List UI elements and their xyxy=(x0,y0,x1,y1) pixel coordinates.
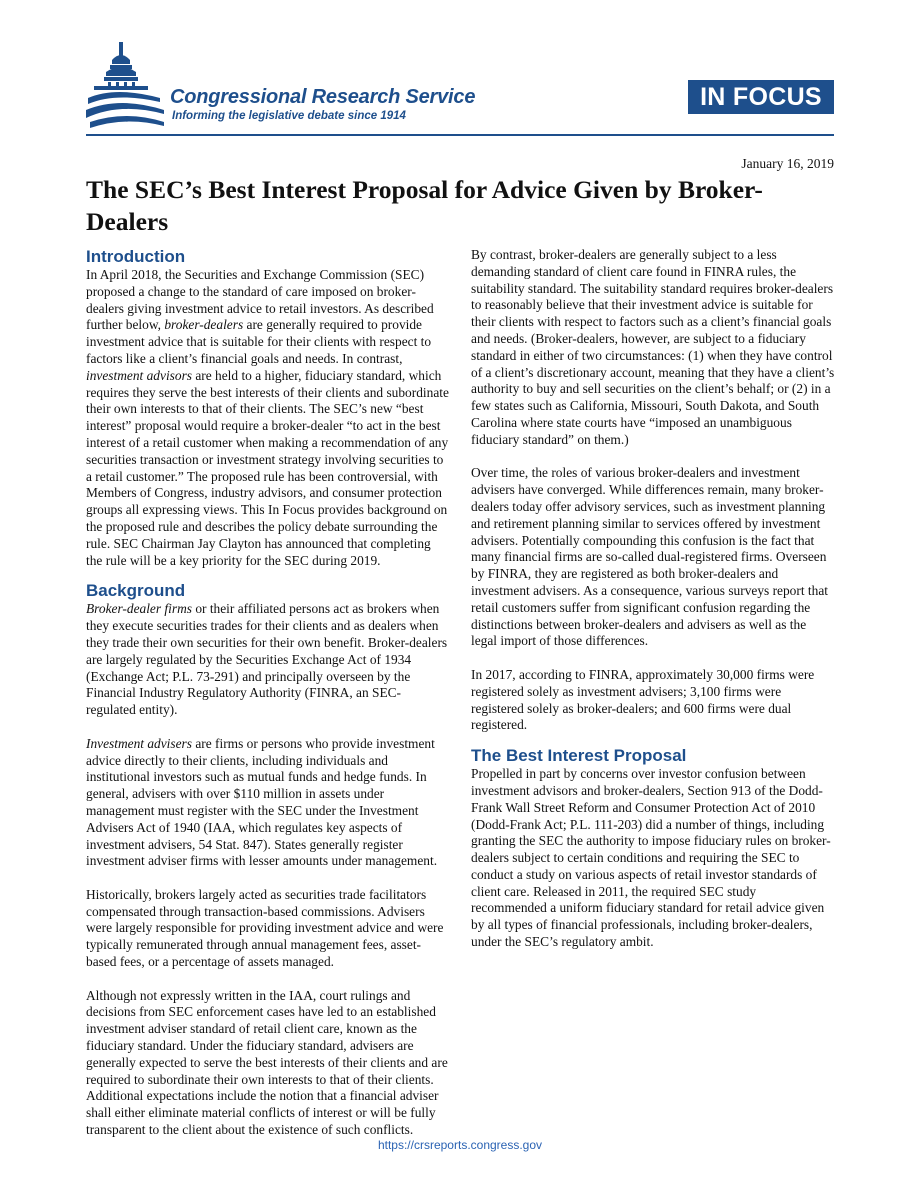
background-paragraph-7: In 2017, according to FINRA, approximately 30,000 firms were registered solely as investment advisers; 3,100 firms were registered solely as broker-dealers; and 600 firms were dual registered. xyxy=(471,666,815,733)
document-title: The SEC’s Best Interest Proposal for Advice Given by Broker-Dealers xyxy=(86,175,763,236)
heading-background: Background xyxy=(86,581,186,601)
intro-paragraph: In April 2018, the Securities and Exchange Commission (SEC) proposed a change to the standard of care imposed on broker-dealers giving investment advice to retail investors. As described further below, broker-dealers are generally required to provide investment advice that is suitable for their clients with respect to factors like a client’s financial goals and needs. In contrast, investment advisors are held to a higher, fiduciary standard, which requires they serve the best interests of their clients and subordinate their own interests to that of their clients. The SEC’s new “best interest” proposal would require a broker-dealer “to act in the best interest of a retail customer when making a recommendation of any securities transaction or investment strategy involving securities to a retail customer.” The proposed rule has been controversial, with Members of Congress, industry advisors, and consumer protection groups all expressing views. This In Focus provides background on the proposed rule and describes the policy debate surrounding the rule. SEC Chairman Jay Clayton has announced that completing the rule will be a key priority for the SEC during 2019. xyxy=(86,267,449,568)
background-paragraph-2: Investment advisers are firms or persons who provide investment advice directly to their clients, including individuals and institutional investors such as mutual funds and hedge funds. In general, advisers with over $110 million in assets under management must register with the SEC under the Investment Advisers Act of 1940 (IAA, which regulates key aspects of investment advisers, 54 Stat. 847). States generally register investment adviser firms with lesser amounts under management. xyxy=(86,735,438,869)
footer-url[interactable]: https://crsreports.congress.gov xyxy=(377,1138,543,1152)
org-tagline: Informing the legislative debate since 1914 xyxy=(172,110,406,122)
background-paragraph-6: Over time, the roles of various broker-dealers and investment advisers have converged. While differences remain, many broker-dealers today offer advisory services, such as investment planning and retirement planning similar to services offered by investment advisers. Potentially compounding this confusion is the fact that many financial firms are so-called dual-registered firms. Overseen by FINRA, they are registered as both broker-dealers and investment advisers. As a consequence, various surveys report that retail customers suffer from significant confusion regarding the distinctions between broker-dealers and advisers as well as the legal import of those differences. xyxy=(471,465,828,649)
in-focus-badge: IN FOCUS xyxy=(688,80,834,114)
background-paragraph-3: Historically, brokers largely acted as securities trade facilitators compensated through transaction-based commissions. Advisers were largely responsible for providing investment advice and were typically remunerated through annual management fees, asset-based fees, or a percentage of assets managed. xyxy=(86,886,444,970)
left-column xyxy=(86,247,450,1139)
background-paragraph-5: By contrast, broker-dealers are generally subject to a less demanding standard of client care found in FINRA rules, the suitability standard. The suitability standard requires broker-dealers to reasonably believe that their investment advice is suitable for their clients with respect to factors such as a client’s financial goals and needs. (Broker-dealers, however, are subject to a fiduciary standard in either of two circumstances: (1) when they have control of a client’s discretionary account, meaning that they have a client’s authority to buy and sell securities on the client’s behalf; or (2) in a few states such as California, Missouri, South Dakota, and South Carolina where state courts have “imposed an unambiguous fiduciary standard” on them.) xyxy=(471,247,835,447)
heading-best-interest-proposal: The Best Interest Proposal xyxy=(471,746,687,766)
right-column xyxy=(471,247,835,951)
org-name: Congressional Research Service xyxy=(170,86,476,108)
background-paragraph-4: Although not expressly written in the IAA, court rulings and decisions from SEC enforcement cases have led to an established investment adviser standard of retail client care, known as the fiduciary standard. Under the fiduciary standard, advisers are generally expected to serve the best interests of their clients and are required to subordinate their own interests to that of their clients. Additional expectations include the notion that a financial adviser shall either eliminate material conflicts of interest or will be fully transparent to the client about the existence of such conflicts. xyxy=(86,987,448,1138)
background-paragraph-1: Broker-dealer firms or their affiliated persons act as brokers when they execute securities trades for their clients and as dealers when they trade their own securities for their own benefit. Broker-dealers are largely regulated by the Securities Exchange Act of 1934 (Exchange Act; P.L. 73-291) and principally overseen by the Financial Industry Regulatory Authority (FINRA, an SEC-regulated entity). xyxy=(86,601,448,718)
crs-capitol-logo xyxy=(86,40,166,130)
header-rule xyxy=(86,134,834,136)
publication-date: January 16, 2019 xyxy=(741,156,834,171)
heading-introduction: Introduction xyxy=(86,247,186,266)
best-interest-paragraph-1: Propelled in part by concerns over investor confusion between investment advisors and broker-dealers, Section 913 of the Dodd-Frank Wall Street Reform and Consumer Protection Act of 2010 (Dodd-Frank Act; P.L. 111-203) did a number of things, including granting the SEC the authority to impose fiduciary rules on broker-dealers subject to certain conditions and requiring the SEC to conduct a study on various aspects of retail investor standards of client care. Released in 2011, the required SEC study recommended a uniform fiduciary standard for retail advice given by all types of financial professionals, including broker-dealers, under the SEC’s regulatory ambit. xyxy=(471,766,831,950)
